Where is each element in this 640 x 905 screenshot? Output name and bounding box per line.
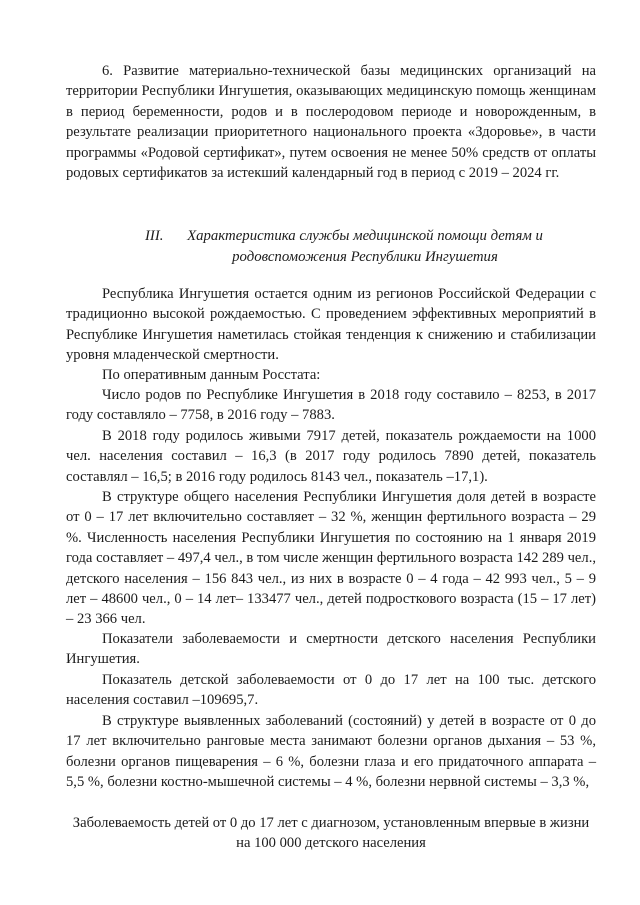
table-caption: Заболеваемость детей от 0 до 17 лет с диагнозом, установленным впервые в жизни на 100 000 детского населения	[72, 815, 590, 851]
paragraph-disease-structure: В структуре выявленных заболеваний (состояний) у детей в возрасте от 0 до 17 лет включительно ранговые места занимают болезни органов дыхания – 53 %, болезни органов пищеварения – 6 %, болезни глаза и его придаточного аппарата – 5,5 %, болезни костно-мышечной системы – 4 %, болезни нервной системы – 3,3 %,	[66, 713, 596, 791]
paragraph-morbidity-rate: Показатель детской заболеваемости от 0 до 17 лет на 100 тыс. детского населения составил –109695,7.	[66, 672, 596, 709]
paragraph-birth-rate: В 2018 году родилось живыми 7917 детей, показатель рождаемости на 1000 чел. населения составил – 16,3 (в 2017 году родилось 7890 детей, показатель составлял – 16,5; в 2016 году родилось 8143 чел., показатель –17,1).	[66, 428, 596, 485]
paragraph-births: Число родов по Республике Ингушетия в 2018 году составило – 8253, в 2017 году составляло – 7758, в 2016 году – 7883.	[66, 387, 596, 424]
paragraph-rosstat: По оперативным данным Росстата:	[102, 367, 321, 383]
paragraph-item-6: 6. Развитие материально-технической базы медицинских организаций на территории Республики Ингушетия, оказывающих медицинскую помощь женщинам в период беременности, родов и в послеродовом периоде и новорожденным, в результате реализации приоритетного национального проекта «Здоровье», в части программы «Родовой сертификат», путем освоения не менее 50% средств от оплаты родовых сертификатов за истекший календарный год в период с 2019 – 2024 гг.	[66, 63, 596, 182]
paragraph-intro: Республика Ингушетия остается одним из регионов Российской Федерации с традиционно высокой рождаемостью. С проведением эффективных мероприятий в Республике Ингушетия наметилась стойкая тенденция к снижению и стабилизации уровня младенческой смертности.	[66, 286, 596, 364]
paragraph-population: В структуре общего населения Республики Ингушетия доля детей в возрасте от 0 – 17 лет включительно составляет – 32 %, женщин фертильного возраста – 29 %. Численность населения Республики Ингушетия по состоянию на 1 января 2019 года составляет – 497,4 чел., в том числе женщин фертильного возраста 142 289 чел., детского населения – 156 843 чел., из них в возрасте 0 – 4 года – 42 993 чел., 5 – 9 лет – 48600 чел., 0 – 14 лет– 133477 чел., детей подросткового возраста (15 – 17 лет) – 23 366 чел.	[66, 489, 596, 628]
paragraph-morbidity-heading: Показатели заболеваемости и смертности детского населения Республики Ингушетия.	[66, 631, 596, 668]
section-title: Характеристика службы медицинской помощи детям и родовспоможения Республики Ингушетия	[187, 228, 543, 265]
section-number: III.	[145, 228, 164, 244]
